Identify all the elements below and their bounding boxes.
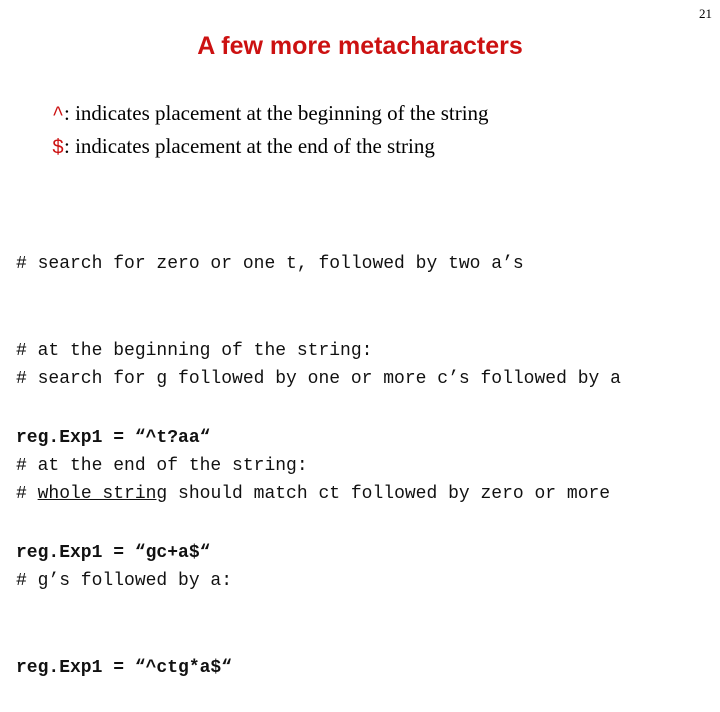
comment-line: # g’s followed by a: (16, 571, 233, 591)
comment-rest: should match ct followed by zero or more (167, 484, 611, 504)
bullet-list (52, 97, 489, 163)
bullet-caret (52, 97, 489, 130)
underlined-phrase: whole string (37, 484, 168, 504)
page-number: 21 (699, 6, 712, 21)
comment-line (16, 480, 610, 509)
comment-line: # search for zero or one t, followed by two a’s (16, 254, 524, 274)
caret-symbol: ^ (52, 104, 65, 127)
comment-prefix: # (16, 484, 38, 504)
slide-title: A few more metacharacters (197, 32, 523, 60)
bullet-text: : indicates placement at the end of the string (64, 134, 435, 158)
dollar-symbol: $ (52, 137, 65, 160)
comment-line: # at the beginning of the string: (16, 341, 373, 361)
code-line: reg.Exp1 = “^ctg*a$“ (16, 658, 233, 678)
bullet-text: : indicates placement at the beginning of the string (64, 101, 489, 125)
comment-line: # search for g followed by one or more c’s followed by a (16, 369, 621, 389)
bullet-dollar (52, 130, 489, 163)
code-block-3 (16, 422, 610, 712)
code-line: reg.Exp1 = “^t?aa“ (16, 428, 211, 448)
comment-line: # at the end of the string: (16, 456, 308, 476)
code-line: reg.Exp1 = “gc+a$“ (16, 543, 211, 563)
